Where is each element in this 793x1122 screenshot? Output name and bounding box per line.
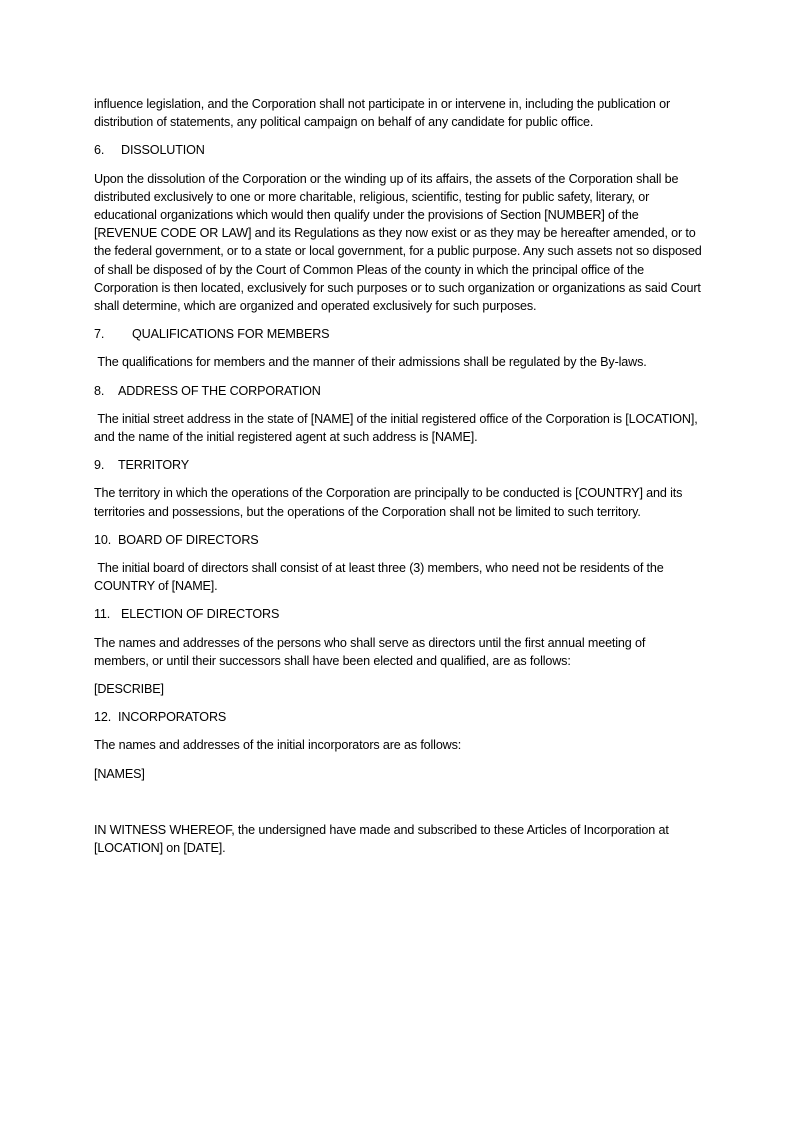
section-12-paragraph: The names and addresses of the initial incorporators are as follows: (94, 738, 462, 753)
section-number: 10. (94, 532, 112, 547)
intro-paragraph: influence legislation, and the Corporation shall not participate in or intervene in, including the publication or distribution of statements, any political campaign on behalf of any candidate for public office. (94, 97, 671, 130)
section-title: ADDRESS OF THE CORPORATION (118, 383, 321, 398)
section-7-paragraph: The qualifications for members and the manner of their admissions shall be regulated by the By-laws. (94, 355, 647, 370)
section-12-heading (94, 708, 703, 726)
section-title: BOARD OF DIRECTORS (118, 532, 259, 547)
section-number: 7. (94, 327, 105, 342)
section-number: 6. (94, 143, 105, 158)
section-8-heading (94, 382, 703, 400)
section-title: INCORPORATORS (118, 710, 227, 725)
section-title: ELECTION OF DIRECTORS (121, 607, 280, 622)
section-11-paragraph: The names and addresses of the persons who shall serve as directors until the first annual meeting of members, or until their successors shall have been elected and qualified, are as follows: (94, 635, 646, 668)
section-11-placeholder: [DESCRIBE] (94, 682, 164, 697)
section-title: QUALIFICATIONS FOR MEMBERS (132, 327, 330, 342)
section-9-heading (94, 456, 703, 474)
section-11-heading (94, 605, 703, 623)
section-9-paragraph: The territory in which the operations of the Corporation are principally to be conducted is [COUNTRY] and its territories and possessions, but the operations of the Corporation shall not be limited to such territory. (94, 486, 683, 519)
section-10-heading (94, 531, 703, 549)
document-body (94, 95, 703, 857)
section-7-heading (94, 325, 703, 343)
section-number: 9. (94, 458, 105, 473)
section-12-placeholder: [NAMES] (94, 766, 145, 781)
section-title: DISSOLUTION (121, 143, 205, 158)
section-number: 12. (94, 710, 112, 725)
section-10-paragraph: The initial board of directors shall consist of at least three (3) members, who need not be residents of the COUNTRY of [NAME]. (94, 561, 667, 594)
witness-paragraph: IN WITNESS WHEREOF, the undersigned have made and subscribed to these Articles of Incorporation at [LOCATION] on [DATE]. (94, 822, 669, 856)
section-6-heading (94, 141, 703, 159)
spacer (94, 793, 703, 821)
section-number: 11. (94, 607, 111, 622)
section-title: TERRITORY (118, 458, 189, 473)
section-8-paragraph: The initial street address in the state of [NAME] of the initial registered office of the Corporation is [LOCATION], and the name of the initial registered agent at such address is [NAME]. (94, 411, 701, 445)
section-6-paragraph: Upon the dissolution of the Corporation or the winding up of its affairs, the assets of the Corporation shall be distributed exclusively to one or more charitable, religious, scientific, testing for public safety, literary, or educational organizations which would then qualify under the provisions of Section [NUMBER] of the [REVENUE CODE OR LAW] and its Regulations as they now exist or as they may be hereafter amended, or to the federal government, or to a state or local government, for a public purpose. Any such assets not so disposed of shall be disposed of by the Court of Common Pleas of the county in which the principal office of the Corporation is then located, exclusively for such purposes or to such organization or organizations as said Court shall determine, which are organized and operated exclusively for such purposes. (94, 171, 702, 314)
section-number: 8. (94, 383, 105, 398)
